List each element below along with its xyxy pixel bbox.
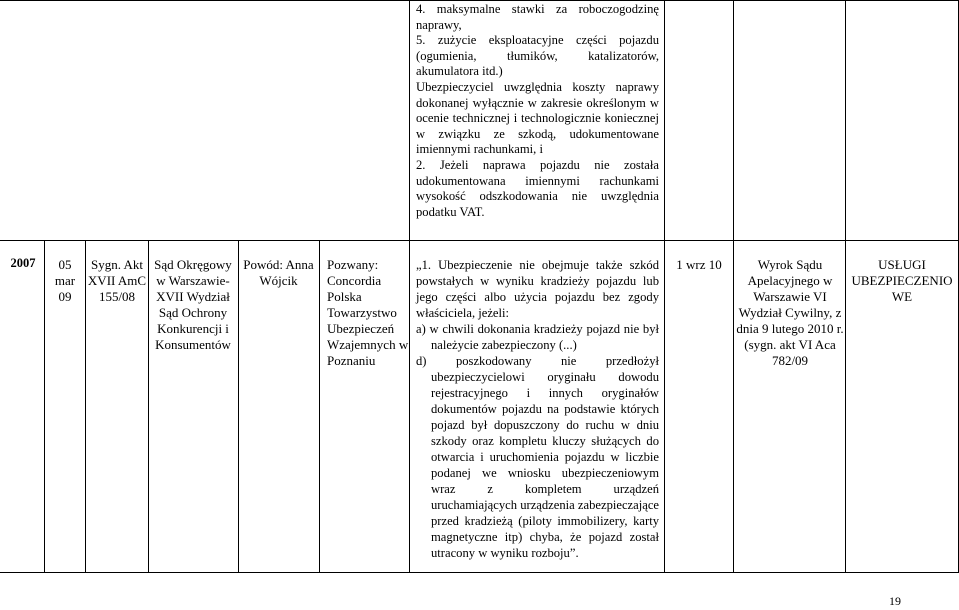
clause-intro: „1. Ubezpieczenie nie obejmuje także szkód powstałych w wyniku kradzieży pojazdu lub jego części albo użycia pojazdu bez zgody właściciela, jeżeli: (416, 258, 659, 320)
col-divider-2 (85, 241, 86, 572)
clause-item-5: 5. zużycie eksploatacyjne części pojazdu (ogumienia, tłumików, katalizatorów, akumulatora itd.) (416, 33, 659, 79)
col-divider-9 (845, 0, 846, 572)
court-cell (150, 257, 236, 353)
entry-date: 1 wrz 10 (676, 257, 722, 272)
year-cell (4, 256, 42, 272)
clause-vat-paragraph: 2. Jeżeli naprawa pojazdu nie została udokumentowana imiennymi rachunkami wysokość odszkodowania nie uwzględnia podatku VAT. (416, 157, 659, 219)
top-border (0, 0, 959, 1)
contested-clause-cell (416, 257, 659, 561)
date-cell (51, 257, 79, 305)
col-divider-8 (733, 0, 734, 572)
col-divider-6 (409, 0, 410, 572)
page-number: 19 (889, 594, 901, 609)
col-divider-3 (148, 241, 149, 572)
signature-cell (87, 257, 147, 305)
plaintiff-cell (240, 257, 317, 289)
category-cell (847, 257, 957, 305)
defendant-cell (327, 257, 409, 369)
judgment-cell (736, 257, 844, 369)
year-value: 2007 (10, 256, 36, 270)
category-label: USŁUGI UBEZPIECZENIOWE (851, 257, 953, 304)
row-divider (0, 240, 959, 241)
defendant-name: Pozwany: Concordia Polska Towarzystwo Ubezpieczeń Wzajemnych w Poznaniu (327, 257, 409, 368)
clause-point-d: d) poszkodowany nie przedłożył ubezpieczycielowi oryginału dowodu rejestracyjnego i innych oryginałów dokumentów pojazdu na podstawie których pojazd był dopuszczony do ruchu w dniu szkody oraz kompletu kluczy służących do otwarcia i uruchomienia pojazdu w liczbie podanej we wniosku ubezpieczeniowym wraz z kompletem urządzeń uruchamiających urządzenia zabezpieczające przed kradzieżą (piloty immobilizery, karty magnetyczne itp) chyba, że pojazd został utracony w wyniku rozboju”. (416, 354, 659, 560)
judgment-reference: Wyrok Sądu Apelacyjnego w Warszawie VI Wydział Cywilny, z dnia 9 lutego 2010 r. (sygn. akt VI Aca 782/09 (736, 257, 844, 368)
col-divider-5 (319, 241, 320, 572)
plaintiff-name: Powód: Anna Wójcik (243, 257, 314, 288)
entry-date-cell (666, 257, 732, 273)
col-divider-4 (238, 241, 239, 572)
col-divider-1 (44, 241, 45, 572)
date-value: 05 mar 09 (54, 257, 76, 304)
bottom-border (0, 572, 959, 573)
clause-point-a: a) w chwili dokonania kradzieży pojazd nie był należycie zabezpieczony (...) (416, 322, 659, 352)
top-clause-cell (416, 2, 659, 220)
court-name: Sąd Okręgowy w Warszawie- XVII Wydział Sąd Ochrony Konkurencji i Konsumentów (154, 257, 232, 352)
clause-cost-paragraph: Ubezpieczyciel uwzględnia koszty naprawy dokonanej wyłącznie w zakresie określonym w ocenie technicznej i technologicznie koniecznej w związku ze szkodą, udokumentowane imiennymi rachunkami, i (416, 79, 659, 157)
clause-item-4: 4. maksymalne stawki za roboczogodzinę naprawy, (416, 2, 659, 32)
case-signature: Sygn. Akt XVII AmC 155/08 (87, 257, 147, 304)
col-divider-7 (664, 0, 665, 572)
